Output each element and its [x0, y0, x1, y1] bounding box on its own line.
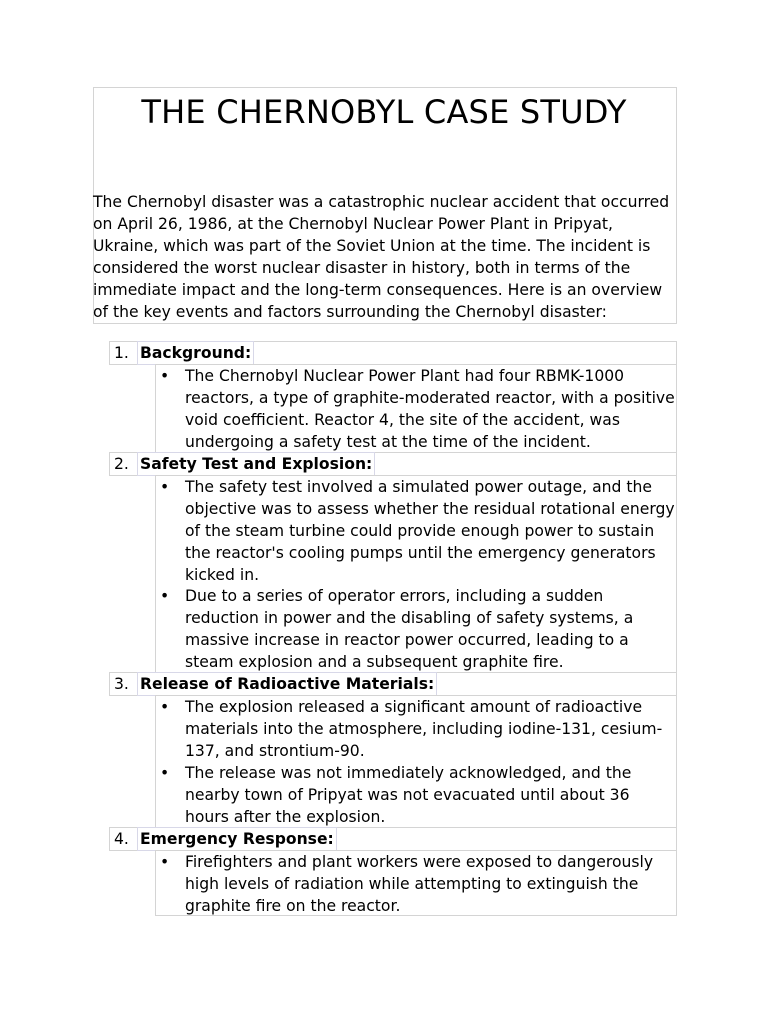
section-1-heading: Background: [137, 341, 254, 365]
section-4-number: 4. [114, 830, 129, 848]
section-4-bullet-1: Firefighters and plant workers were exposed to dangerously high levels of radiation while attempting to extinguish the graphite fire on the reactor. [185, 853, 654, 915]
section-3-heading: Release of Radioactive Materials: [137, 672, 437, 696]
section-3-bullet-2: The release was not immediately acknowledged, and the nearby town of Pripyat was not evacuated until about 36 hours after the explosion. [185, 764, 632, 826]
section-4-heading: Emergency Response: [137, 827, 337, 851]
section-2-heading: Safety Test and Explosion: [137, 452, 375, 476]
bullet-marker: • [160, 698, 170, 716]
bullet-marker: • [160, 367, 170, 385]
section-2-number: 2. [114, 455, 129, 473]
section-2-bullet-2: Due to a series of operator errors, including a sudden reduction in power and the disabling of safety systems, a massive increase in reactor power occurred, leading to a steam explosion and a subsequent graphite fire. [185, 587, 634, 671]
section-3-bullet-1: The explosion released a significant amount of radioactive materials into the atmosphere, including iodine-131, cesium-137, and strontium-90. [185, 698, 663, 760]
bullet-marker: • [160, 853, 170, 871]
document-title: THE CHERNOBYL CASE STUDY [141, 93, 627, 131]
intro-paragraph: The Chernobyl disaster was a catastrophic nuclear accident that occurred on April 26, 1986, at the Chernobyl Nuclear Power Plant in Pripyat, Ukraine, which was part of the Soviet Union at the time. The incident is considered the worst nuclear disaster in history, both in terms of the immediate impact and the long-term consequences. Here is an overview of the key events and factors surrounding the Chernobyl disaster: [93, 193, 670, 321]
section-1-bullet-1: The Chernobyl Nuclear Power Plant had four RBMK-1000 reactors, a type of graphite-moderated reactor, with a positive void coefficient. Reactor 4, the site of the accident, was undergoing a safety test at the time of the incident. [185, 367, 675, 451]
section-1-number: 1. [114, 344, 129, 362]
bullet-marker: • [160, 478, 170, 496]
bullet-marker: • [160, 764, 170, 782]
section-2-bullet-1: The safety test involved a simulated power outage, and the objective was to assess whether the residual rotational energy of the steam turbine could provide enough power to sustain the reactor's cooling pumps until the emergency generators kicked in. [185, 478, 675, 584]
bullet-marker: • [160, 587, 170, 605]
section-3-number: 3. [114, 675, 129, 693]
